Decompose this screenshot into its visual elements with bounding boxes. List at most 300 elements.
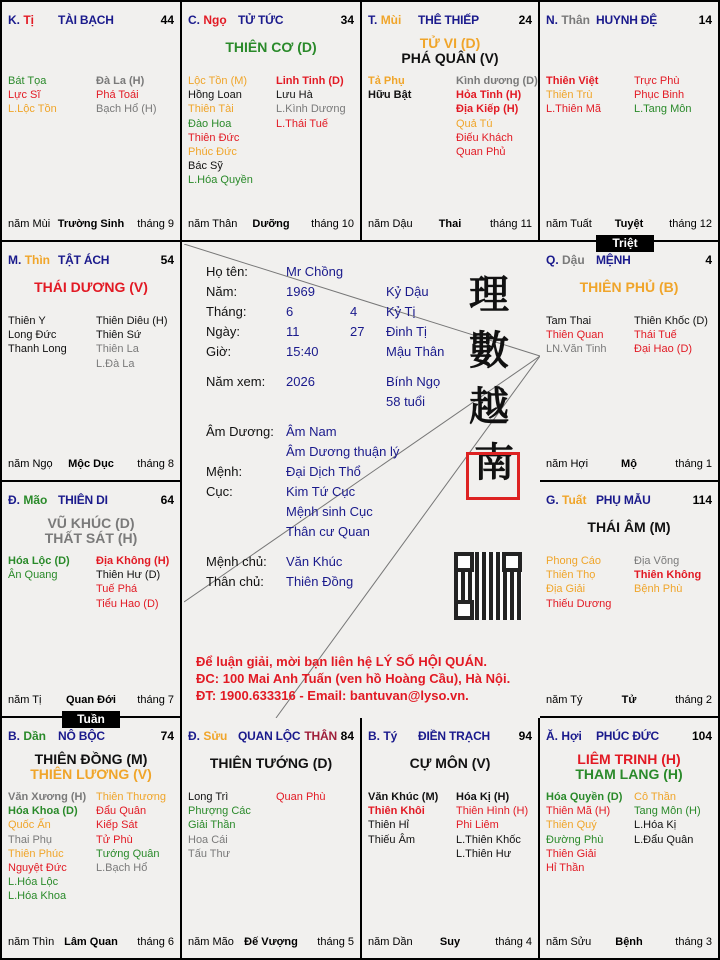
minor-star: Thiên Thương (96, 791, 167, 803)
minor-star: Thiên Phúc (8, 847, 64, 860)
info-label: Cục: (206, 484, 233, 499)
minor-star: Thiên La (96, 343, 139, 356)
minor-stars-left (546, 74, 601, 117)
palace-branch (546, 253, 596, 267)
minor-star: Văn Xương (H) (8, 791, 87, 803)
palace-header (368, 729, 532, 743)
palace-name (238, 13, 338, 27)
main-star: THIÊN PHỦ (B) (579, 279, 679, 295)
major-period-age: 64 (160, 493, 174, 507)
year-label: năm Sửu (546, 936, 592, 948)
minor-star: Hữu Bật (368, 89, 412, 102)
minor-star: Thiên Đức (188, 131, 240, 144)
than-marker: THÂN (304, 729, 337, 743)
minor-star: Hóa Kị (H) (456, 791, 510, 803)
minor-star: Thiên Thọ (546, 569, 596, 582)
month-label: tháng 8 (137, 458, 174, 470)
year-label: năm Ngọ (8, 458, 53, 470)
life-stage: Tử (621, 694, 637, 706)
year-label: năm Mùi (8, 218, 51, 230)
minor-star: Địa Kiếp (H) (456, 103, 519, 116)
info-lunar-value: 27 (350, 324, 365, 339)
branch-name: Tý (383, 729, 398, 743)
minor-star: L.Đẩu Quân (634, 833, 694, 846)
main-star: THIÊN LƯƠNG (V) (30, 766, 152, 782)
main-star: THIÊN TƯỚNG (D) (209, 755, 333, 771)
palace-name (58, 493, 158, 507)
main-star: PHÁ QUÂN (V) (401, 50, 499, 66)
minor-star: Tiểu Hao (D) (96, 597, 159, 610)
stem-prefix: N. (546, 13, 558, 27)
palace-footer (188, 218, 354, 231)
branch-name: Sửu (203, 729, 228, 743)
minor-stars-left (546, 790, 622, 875)
main-star: LIÊM TRINH (H) (577, 751, 681, 767)
minor-star: Trực Phù (634, 75, 680, 87)
palace-header (8, 493, 174, 507)
month-label: tháng 6 (137, 936, 174, 948)
red-seal-stamp (466, 452, 520, 500)
minor-star: L.Thiên Mã (546, 103, 602, 116)
minor-star: Thiếu Dương (546, 597, 612, 610)
palace-branch (8, 13, 58, 27)
minor-star: Đào Hoa (188, 117, 232, 130)
palace-name (596, 729, 689, 743)
minor-stars-right (96, 74, 157, 117)
minor-star: Lưu Hà (276, 89, 313, 102)
life-stage: Tuyệt (614, 218, 644, 230)
palace-header (368, 13, 532, 27)
logo-char: 數 (469, 327, 509, 374)
life-stage: Trường Sinh (57, 218, 125, 230)
palace-cell[interactable] (182, 718, 362, 958)
palace-cell[interactable] (540, 718, 718, 958)
minor-star: Thiên Y (8, 315, 46, 327)
info-label: Ngày: (206, 324, 240, 339)
palace-footer (546, 458, 712, 471)
minor-star: Cô Thần (634, 791, 676, 803)
minor-stars-right (634, 74, 691, 117)
year-label: năm Thìn (8, 936, 55, 948)
info-value: 6 (286, 304, 294, 319)
minor-stars-right (634, 790, 701, 847)
minor-star: Hóa Quyền (D) (546, 791, 623, 803)
palace-branch (188, 729, 238, 743)
minor-star: Đẩu Quân (96, 805, 147, 818)
minor-stars-right (96, 554, 169, 611)
minor-star: L.Kình Dương (276, 103, 346, 116)
minor-star: Thiên Mã (H) (546, 805, 611, 818)
branch-name: Mùi (380, 13, 402, 27)
logo-char: 越 (469, 383, 509, 430)
contact-line: Để luận giải, mời bạn liên hệ LÝ SỐ HỘI QUÁN. (196, 654, 487, 669)
minor-stars-right (634, 314, 708, 357)
major-period-age: 4 (705, 253, 712, 267)
minor-star: Lực Sĩ (8, 89, 41, 102)
info-label: Mệnh: (206, 464, 243, 479)
minor-stars-left (368, 790, 438, 847)
minor-star: Địa Giải (546, 583, 586, 596)
palace-name (596, 253, 702, 267)
minor-star: Bạch Hổ (H) (96, 103, 157, 116)
info-value: 1969 (286, 284, 315, 299)
minor-stars-right (456, 74, 538, 159)
minor-star: Thiên Hình (H) (456, 805, 529, 818)
palace-header (546, 253, 712, 267)
palace-name (58, 729, 158, 743)
info-value: Mr Chồng (286, 264, 344, 279)
month-label: tháng 3 (675, 936, 712, 948)
minor-star: L.Bạch Hổ (96, 862, 148, 875)
month-label: tháng 5 (317, 936, 354, 948)
minor-star: Thanh Long (8, 343, 67, 356)
major-period-age: 74 (160, 729, 174, 743)
palace-footer (546, 936, 712, 949)
contact-phone-email[interactable]: ĐT: 1900.633316 - Email: bantuvan@lyso.vn. (196, 688, 469, 703)
minor-star: Quan Phù (276, 791, 326, 803)
minor-star: Thiên Không (634, 569, 702, 582)
minor-star: Bệnh Phù (634, 583, 683, 596)
branch-name: Thìn (24, 253, 51, 267)
minor-star: Hóa Khoa (D) (8, 805, 78, 818)
minor-star: Đà La (H) (96, 75, 145, 87)
palace-title: MỆNH (596, 253, 631, 267)
major-period-age: 24 (518, 13, 532, 27)
palace-name (238, 729, 338, 743)
palace-cell[interactable] (540, 2, 718, 242)
info-label: Thân chủ: (206, 574, 264, 589)
stem-prefix: Đ. (8, 493, 20, 507)
palace-header (546, 729, 712, 743)
palace-header (546, 13, 712, 27)
major-period-age: 114 (692, 493, 712, 507)
palace-title: TỬ TỨC (238, 13, 284, 27)
minor-stars-left (546, 554, 611, 611)
palace-title: QUAN LỘC (238, 729, 301, 743)
info-value: Kim Tứ Cục (286, 484, 356, 499)
center-info-panel (184, 244, 540, 718)
minor-stars-right (276, 790, 326, 804)
year-label: năm Hợi (546, 458, 589, 470)
palace-footer (368, 936, 532, 949)
major-period-age: 34 (340, 13, 354, 27)
info-value: Đại Dịch Thổ (286, 464, 361, 479)
main-stars (362, 756, 538, 771)
palace-title: TẬT ÁCH (58, 253, 110, 267)
year-label: năm Tý (546, 694, 583, 706)
minor-star: Quả Tú (456, 117, 493, 130)
minor-star: L.Tang Môn (634, 103, 692, 116)
minor-star: L.Đà La (96, 357, 135, 370)
minor-star: Phi Liêm (456, 819, 499, 832)
minor-star: Thiên Giải (546, 847, 597, 860)
major-period-age: 44 (160, 13, 174, 27)
minor-star: Thiên Sứ (96, 329, 142, 342)
main-stars (2, 752, 180, 782)
minor-star: Tang Môn (H) (634, 805, 701, 818)
branch-name: Ngọ (203, 13, 227, 27)
palace-cell[interactable] (2, 718, 182, 958)
minor-star: LN.Văn Tinh (546, 343, 607, 356)
minor-stars-left (8, 314, 67, 357)
palace-branch (546, 729, 596, 743)
info-value: Thân cư Quan (286, 524, 370, 539)
life-stage: Suy (439, 936, 461, 948)
minor-star: L.Hóa Lộc (8, 876, 59, 889)
year-label: năm Dậu (368, 218, 413, 230)
minor-star: L.Lộc Tồn (8, 103, 57, 116)
month-label: tháng 12 (669, 218, 712, 230)
minor-star: Thiên Khôi (368, 805, 425, 818)
info-label: Tháng: (206, 304, 247, 319)
palace-footer (188, 936, 354, 949)
info-value: Mệnh sinh Cục (286, 504, 373, 519)
branch-name: Dần (23, 729, 47, 743)
info-label: Họ tên: (206, 264, 248, 279)
main-stars (182, 40, 360, 55)
palace-cell[interactable] (540, 482, 718, 718)
month-label: tháng 4 (495, 936, 532, 948)
contact-address: ĐC: 100 Mai Anh Tuấn (ven hồ Hoàng Cầu), Hà Nội. (196, 671, 511, 686)
branch-name: Thân (561, 13, 591, 27)
palace-header (188, 13, 354, 27)
main-star: THÁI ÂM (M) (587, 519, 671, 535)
palace-footer (546, 694, 712, 707)
year-label: năm Mão (188, 936, 234, 948)
palace-name (418, 729, 516, 743)
minor-star: Thiếu Âm (368, 833, 416, 846)
palace-cell[interactable] (182, 2, 362, 242)
life-stage: Dưỡng (252, 218, 290, 230)
minor-star: Thiên Việt (546, 75, 599, 87)
palace-branch (368, 729, 418, 743)
info-value: Âm Dương thuận lý (286, 444, 400, 459)
minor-star: Quan Phủ (456, 146, 506, 159)
palace-branch (8, 493, 58, 507)
palace-footer (8, 458, 174, 471)
stem-prefix: M. (8, 253, 22, 267)
info-value: Âm Nam (286, 424, 337, 439)
qr-code[interactable] (454, 552, 522, 620)
main-stars (2, 516, 180, 546)
minor-star: Giải Thần (188, 819, 236, 832)
main-star: THIÊN ĐỒNG (M) (34, 751, 148, 767)
minor-star: Đường Phù (546, 833, 604, 846)
palace-title: PHÚC ĐỨC (596, 729, 660, 743)
major-period-age: 104 (691, 729, 712, 743)
palace-title: PHỤ MẪU (596, 493, 651, 507)
minor-star: L.Thiên Hư (456, 847, 512, 860)
branch-name: Hợi (561, 729, 582, 743)
stem-prefix: C. (188, 13, 200, 27)
palace-cell[interactable] (2, 482, 182, 718)
minor-star: Kiếp Sát (96, 819, 138, 832)
main-stars (182, 756, 360, 771)
minor-stars-left (188, 790, 251, 861)
palace-branch (8, 729, 58, 743)
palace-branch (546, 493, 596, 507)
palace-footer (8, 936, 174, 949)
minor-star: Phong Cáo (546, 555, 602, 567)
minor-star: Hoa Cái (188, 833, 228, 846)
info-canchi: Đinh Tị (386, 324, 427, 339)
minor-star: Linh Tinh (D) (276, 75, 344, 87)
main-stars (540, 752, 718, 782)
minor-star: Ân Quang (8, 569, 58, 582)
life-stage: Quan Đới (66, 694, 116, 706)
major-period-age: 84 (340, 729, 354, 743)
minor-star: Bát Tọa (8, 75, 47, 87)
minor-star: Bác Sỹ (188, 160, 223, 173)
minor-star: Văn Khúc (M) (368, 791, 439, 803)
minor-star: Nguyệt Đức (8, 862, 67, 875)
minor-star: L.Hóa Kị (634, 819, 677, 832)
minor-star: Thiên Quý (546, 819, 597, 832)
minor-stars-left (8, 790, 86, 904)
info-label: Năm xem: (206, 374, 266, 389)
palace-header (546, 493, 712, 507)
palace-name (596, 493, 690, 507)
palace-name (418, 13, 516, 27)
minor-star: Thái Tuế (634, 329, 677, 342)
month-label: tháng 10 (311, 218, 354, 230)
minor-star: Phúc Đức (188, 146, 237, 159)
main-star: THIÊN CƠ (D) (225, 39, 317, 55)
palace-footer (8, 218, 174, 231)
minor-stars-right (456, 790, 528, 861)
minor-star: Quốc Ấn (8, 819, 51, 832)
minor-star: Thiên Trù (546, 89, 593, 102)
palace-cell[interactable] (362, 718, 540, 958)
palace-cell[interactable] (540, 242, 718, 482)
palace-name (58, 253, 158, 267)
year-label: năm Tị (8, 694, 42, 706)
palace-name (596, 13, 696, 27)
palace-footer (368, 218, 532, 231)
minor-star: Điếu Khách (456, 131, 513, 144)
main-stars (540, 520, 718, 535)
main-star: THÁI DƯƠNG (V) (34, 279, 148, 295)
minor-star: Hỏa Tinh (H) (456, 89, 522, 102)
minor-stars-right (276, 74, 346, 131)
main-stars (540, 280, 718, 295)
palace-title: THÊ THIẾP (418, 13, 479, 27)
main-stars (362, 36, 538, 66)
month-label: tháng 11 (489, 218, 532, 230)
info-label: Năm: (206, 284, 238, 299)
major-period-age: 54 (160, 253, 174, 267)
month-label: tháng 9 (137, 218, 174, 230)
palace-title: THIÊN DI (58, 493, 108, 507)
minor-star: Tướng Quân (96, 847, 160, 860)
year-label: năm Dần (368, 936, 413, 948)
minor-star: Phá Toái (96, 89, 139, 102)
main-star: VŨ KHÚC (D) (47, 515, 135, 531)
info-canchi: Kỷ Dậu (386, 284, 429, 299)
minor-star: Tả Phụ (368, 75, 405, 87)
palace-header (8, 729, 174, 743)
palace-branch (546, 13, 596, 27)
info-value: 2026 (286, 374, 315, 389)
info-value: Văn Khúc (286, 554, 343, 569)
palace-title: HUYNH ĐỆ (596, 13, 658, 27)
minor-stars-left (546, 314, 607, 357)
palace-branch (188, 13, 238, 27)
minor-star: Lộc Tồn (M) (188, 75, 248, 87)
minor-star: Thiên Tài (188, 103, 234, 116)
minor-star: Thiên Hỉ (368, 819, 409, 832)
minor-star: Tam Thai (546, 315, 592, 327)
info-canchi: 58 tuổi (386, 394, 426, 409)
palace-cell[interactable] (2, 242, 182, 482)
branch-name: Tuất (562, 493, 587, 507)
life-stage: Lâm Quan (64, 936, 118, 948)
minor-star: Kình dương (D) (456, 75, 538, 87)
life-stage: Đế Vượng (244, 936, 298, 948)
minor-star: Đại Hao (D) (634, 343, 693, 356)
minor-stars-right (96, 314, 168, 371)
palace-title: TÀI BẠCH (58, 13, 114, 27)
main-stars (2, 280, 180, 295)
minor-star: Thiên Hư (D) (96, 569, 161, 582)
stem-prefix: G. (546, 493, 559, 507)
minor-star: Hóa Lộc (D) (8, 555, 70, 567)
info-canchi: Bính Ngọ (386, 374, 441, 389)
main-star: THẤT SÁT (H) (44, 530, 138, 546)
triet-badge: Triệt (596, 235, 654, 252)
palace-cell[interactable] (362, 2, 540, 242)
minor-stars-right (96, 790, 166, 875)
year-label: năm Thân (188, 218, 238, 230)
palace-header (8, 253, 174, 267)
info-label: Mệnh chủ: (206, 554, 267, 569)
branch-name: Dậu (562, 253, 585, 267)
palace-title: ĐIỀN TRẠCH (418, 729, 490, 743)
month-label: tháng 2 (675, 694, 712, 706)
minor-star: Hỉ Thần (546, 862, 585, 875)
palace-branch (8, 253, 58, 267)
minor-star: Thiên Diêu (H) (96, 315, 168, 327)
info-value: 15:40 (286, 344, 319, 359)
logo-char: 理 (469, 271, 509, 318)
tuan-badge: Tuần (62, 711, 120, 728)
palace-name (58, 13, 158, 27)
main-star: TỬ VI (D) (419, 35, 481, 51)
stem-prefix: B. (8, 729, 20, 743)
palace-branch (368, 13, 418, 27)
branch-name: Mão (23, 493, 48, 507)
minor-star: Phục Binh (634, 89, 685, 102)
palace-header (188, 729, 354, 743)
info-label: Giờ: (206, 344, 232, 359)
minor-stars-left (368, 74, 411, 102)
month-label: tháng 1 (675, 458, 712, 470)
minor-star: Thiên Quan (546, 329, 604, 342)
minor-star: L.Thiên Khốc (456, 833, 521, 846)
logo-char: 南 (474, 439, 514, 486)
minor-star: Tấu Thư (188, 847, 231, 860)
palace-cell[interactable] (2, 2, 182, 242)
minor-stars-left (8, 74, 57, 117)
minor-star: Hồng Loan (188, 89, 242, 102)
minor-star: Phượng Các (188, 805, 251, 818)
info-value: 11 (286, 324, 300, 339)
minor-stars-right (634, 554, 701, 597)
info-canchi: Kỷ Tị (386, 304, 416, 319)
minor-star: L.Hóa Quyền (188, 174, 253, 187)
info-label: Âm Dương: (206, 424, 274, 439)
minor-star: Địa Không (H) (96, 555, 170, 567)
